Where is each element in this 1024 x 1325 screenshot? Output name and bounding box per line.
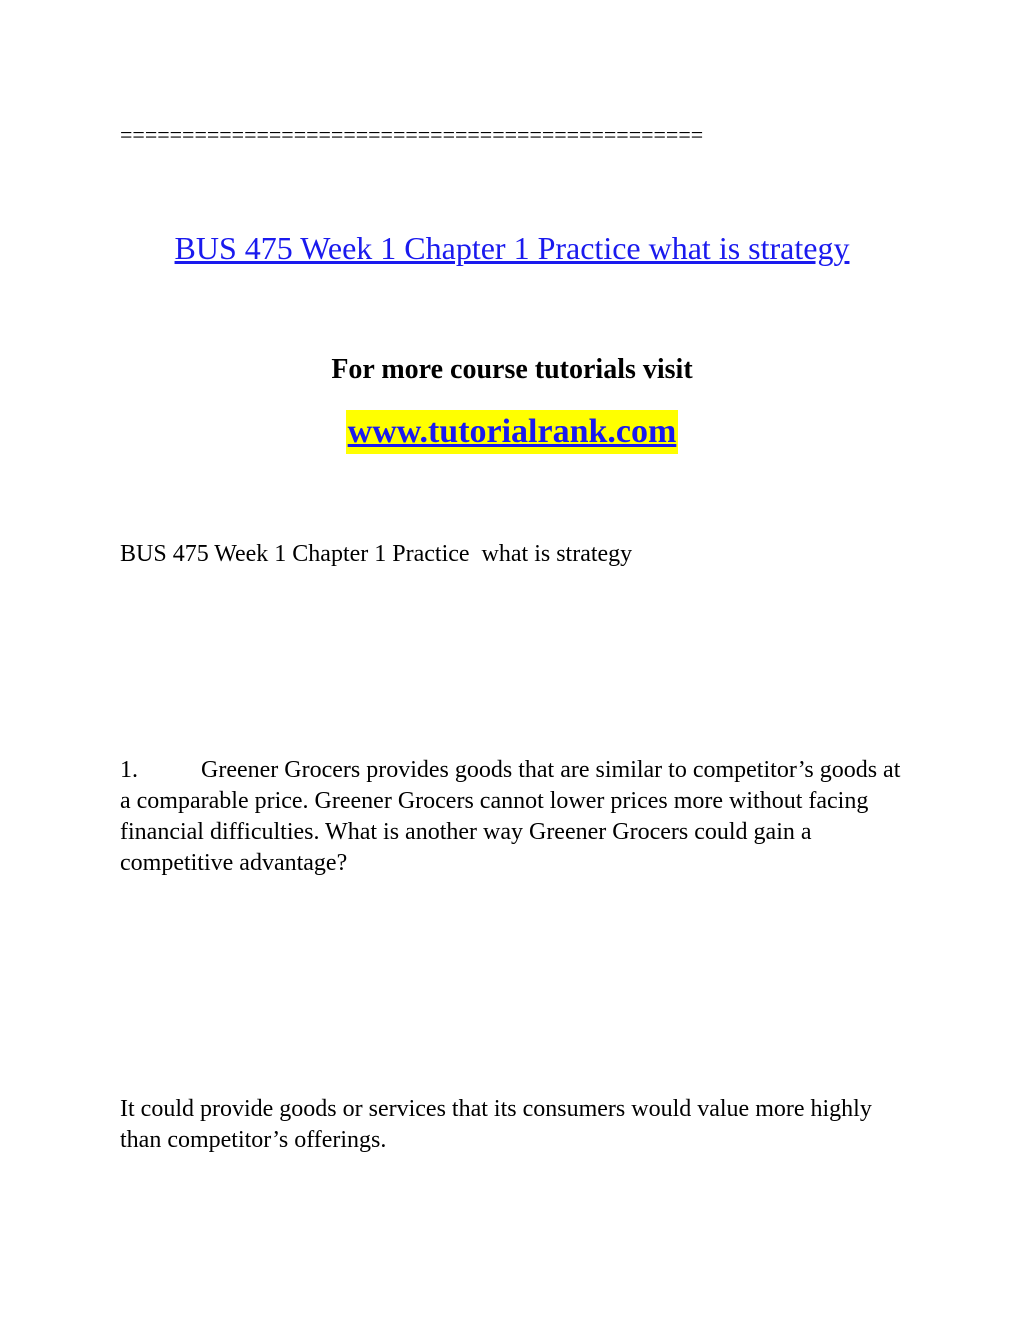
- document-subtitle: BUS 475 Week 1 Chapter 1 Practice what is strategy: [120, 541, 633, 567]
- separator-line: ===============================================: [120, 122, 704, 147]
- question-number: 1.: [120, 757, 138, 783]
- title-link[interactable]: BUS 475 Week 1 Chapter 1 Practice what is strategy: [174, 230, 850, 266]
- site-link-container: [0, 410, 1024, 454]
- site-link[interactable]: www.tutorialrank.com: [346, 410, 679, 454]
- promo-text: For more course tutorials visit: [331, 354, 693, 385]
- answer-text: It could provide goods or services that its consumers would value more highly than competitor’s offerings.: [120, 1096, 872, 1153]
- question-block: [120, 755, 910, 879]
- question-text: Greener Grocers provides goods that are similar to competitor’s goods at a comparable price. Greener Grocers cannot lower prices more without facing financial difficulties. What is another way Greener Grocers could gain a competitive advantage?: [120, 757, 901, 876]
